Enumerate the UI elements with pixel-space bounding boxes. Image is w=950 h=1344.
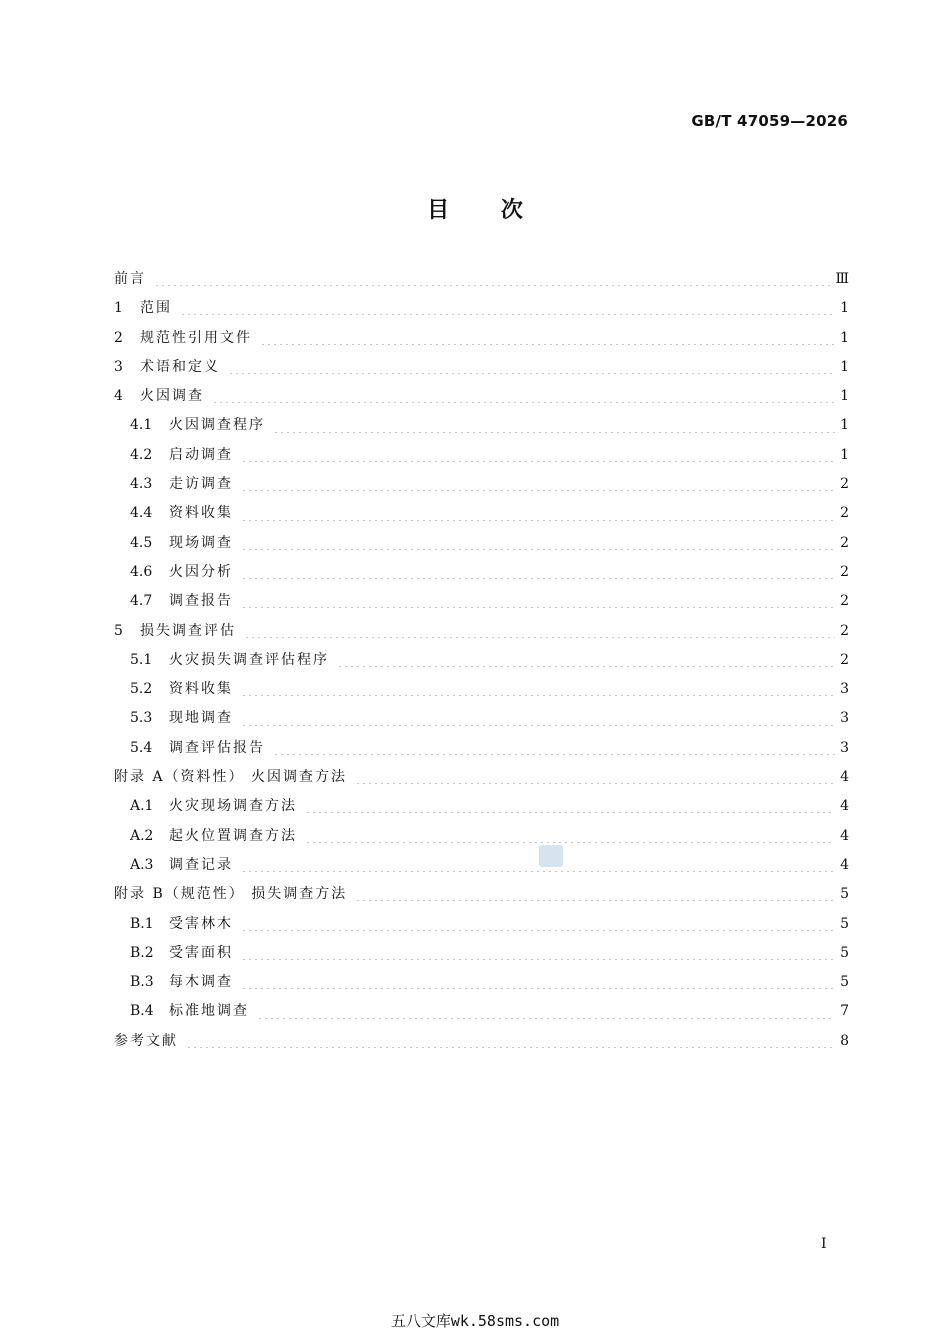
toc-entry-label: 受害面积 [169,944,233,961]
toc-entry-label: 术语和定义 [140,358,220,375]
toc-entry-label: 规范性引用文件 [140,329,252,346]
toc-entry-page: 2 [840,476,849,493]
toc-entry[interactable] [114,942,849,971]
toc-entry[interactable] [114,297,849,326]
toc-entry-page: 7 [840,1003,849,1020]
page-number: I [821,1236,827,1252]
toc-entry-label: 调查评估报告 [169,739,265,756]
toc-entry[interactable] [114,327,849,356]
toc-entry-number: 4.1 [130,417,153,434]
toc-entry-page: 4 [840,856,849,873]
toc-leader-dots [273,754,835,755]
toc-entry[interactable] [114,532,849,561]
toc-entry-number: 5.2 [130,681,153,698]
toc-entry[interactable] [114,385,849,414]
toc-entry-page: 1 [840,446,849,463]
toc-entry-label: 每木调查 [169,974,233,991]
toc-entry-number: 4.7 [130,593,153,610]
toc-entry-page: 1 [840,417,849,434]
toc-entry-page: 4 [840,798,849,815]
toc-leader-dots [186,1047,835,1048]
toc-entry-page: 2 [840,563,849,580]
toc-entry-label: 现地调查 [169,710,233,727]
table-of-contents [114,268,849,1059]
toc-entry-label: 火因分析 [169,563,233,580]
toc-leader-dots [241,607,835,608]
toc-entry-page: 5 [840,915,849,932]
toc-entry-number: 5.1 [130,651,153,668]
toc-entry-label: 损失调查评估 [140,622,236,639]
toc-leader-dots [305,812,835,813]
toc-entry-number: B.1 [130,915,154,932]
toc-entry-page: 2 [840,651,849,668]
toc-entry-label: 附录 B（规范性） 损失调查方法 [114,886,348,903]
toc-entry-number: 3 [114,358,123,375]
toc-entry-number: 2 [114,329,123,346]
toc-entry-number: 5 [114,622,123,639]
toc-entry-page: 1 [840,329,849,346]
toc-entry-label: 调查报告 [169,593,233,610]
toc-entry[interactable] [114,766,849,795]
toc-leader-dots [241,490,835,491]
toc-entry-number: 4.3 [130,476,153,493]
toc-leader-dots [355,900,835,901]
toc-entry[interactable] [114,1000,849,1029]
toc-entry-label: 资料收集 [169,505,233,522]
toc-entry-number: A.1 [130,798,154,815]
toc-entry-number: A.3 [130,856,154,873]
toc-entry-page: 5 [840,944,849,961]
toc-entry[interactable] [114,883,849,912]
toc-entry-label: 调查记录 [169,856,233,873]
toc-entry-label: 参考文献 [114,1032,178,1049]
toc-leader-dots [241,959,835,960]
toc-leader-dots [273,432,835,433]
toc-entry-label: 火灾损失调查评估程序 [169,651,329,668]
toc-entry-page: 2 [840,505,849,522]
toc-entry-page: 4 [840,827,849,844]
toc-entry-label: 走访调查 [169,476,233,493]
toc-entry-label: 火灾现场调查方法 [169,798,297,815]
toc-leader-dots [241,695,835,696]
toc-entry[interactable] [114,502,849,531]
toc-entry-number: 4.4 [130,505,153,522]
toc-leader-dots [241,725,835,726]
toc-entry[interactable] [114,414,849,443]
toc-leader-dots [241,578,835,579]
toc-entry-page: 8 [840,1032,849,1049]
toc-leader-dots [337,666,835,667]
toc-entry[interactable] [114,444,849,473]
toc-leader-dots [241,520,835,521]
toc-leader-dots [305,842,835,843]
toc-entry[interactable] [114,473,849,502]
toc-entry-label: 前言 [114,271,146,287]
toc-entry-label: 标准地调查 [169,1003,249,1020]
toc-entry[interactable] [114,268,849,297]
toc-leader-dots [257,1018,835,1019]
toc-entry-page: 5 [840,886,849,903]
toc-entry-number: 5.4 [130,739,153,756]
toc-entry-number: 4.5 [130,534,153,551]
toc-leader-dots [355,783,835,784]
toc-entry-number: 4.6 [130,563,153,580]
toc-entry-label: 火因调查程序 [169,417,265,434]
toc-entry-page: 2 [840,593,849,610]
toc-entry-page: 2 [840,622,849,639]
toc-entry-number: 5.3 [130,710,153,727]
toc-entry[interactable] [114,737,849,766]
toc-entry[interactable] [114,590,849,619]
toc-entry-number: B.4 [130,1003,154,1020]
toc-entry-page: 3 [840,710,849,727]
page-title: 目 次 [427,198,523,223]
toc-entry-label: 启动调查 [169,446,233,463]
toc-entry[interactable] [114,356,849,385]
toc-leader-dots [241,930,835,931]
toc-entry-number: B.2 [130,944,154,961]
toc-entry[interactable] [114,971,849,1000]
toc-entry[interactable] [114,678,849,707]
footer-watermark: 五八文库wk.58sms.com [390,1312,560,1330]
toc-entry-label: 火因调查 [140,388,204,405]
toc-leader-dots [228,373,835,374]
toc-entry-page: 2 [840,534,849,551]
toc-entry-page: 4 [840,769,849,786]
toc-entry[interactable] [114,854,849,883]
toc-entry[interactable] [114,1030,849,1059]
toc-entry-page: 1 [840,358,849,375]
toc-entry-page: 3 [840,681,849,698]
toc-entry-label: 附录 A（资料性） 火因调查方法 [114,769,348,786]
toc-entry[interactable] [114,620,849,649]
toc-entry-page: 1 [840,300,849,317]
toc-leader-dots [241,549,835,550]
toc-leader-dots [241,988,835,989]
toc-entry[interactable] [114,795,849,824]
toc-entry-label: 现场调查 [169,534,233,551]
toc-entry[interactable] [114,649,849,678]
toc-entry[interactable] [114,825,849,854]
toc-leader-dots [241,871,835,872]
toc-entry-page: 5 [840,974,849,991]
toc-entry-number: 4.2 [130,446,153,463]
toc-entry-label: 范围 [140,300,172,317]
toc-entry-label: 受害林木 [169,915,233,932]
toc-entry-label: 起火位置调查方法 [169,827,297,844]
toc-entry[interactable] [114,913,849,942]
toc-entry-page: 1 [840,388,849,405]
toc-entry[interactable] [114,707,849,736]
toc-leader-dots [244,637,835,638]
toc-entry-page: 3 [840,739,849,756]
toc-entry-page: Ⅲ [835,271,849,287]
watermark-badge-icon [539,845,563,867]
toc-entry[interactable] [114,561,849,590]
toc-entry-number: A.2 [130,827,154,844]
toc-entry-label: 资料收集 [169,681,233,698]
toc-leader-dots [154,285,831,286]
toc-entry-number: 1 [114,300,123,317]
toc-leader-dots [180,314,835,315]
standard-code: GB/T 47059—2026 [691,112,848,130]
toc-entry-number: B.3 [130,974,154,991]
toc-entry-number: 4 [114,388,123,405]
toc-leader-dots [212,402,835,403]
toc-leader-dots [260,344,835,345]
toc-leader-dots [241,461,835,462]
